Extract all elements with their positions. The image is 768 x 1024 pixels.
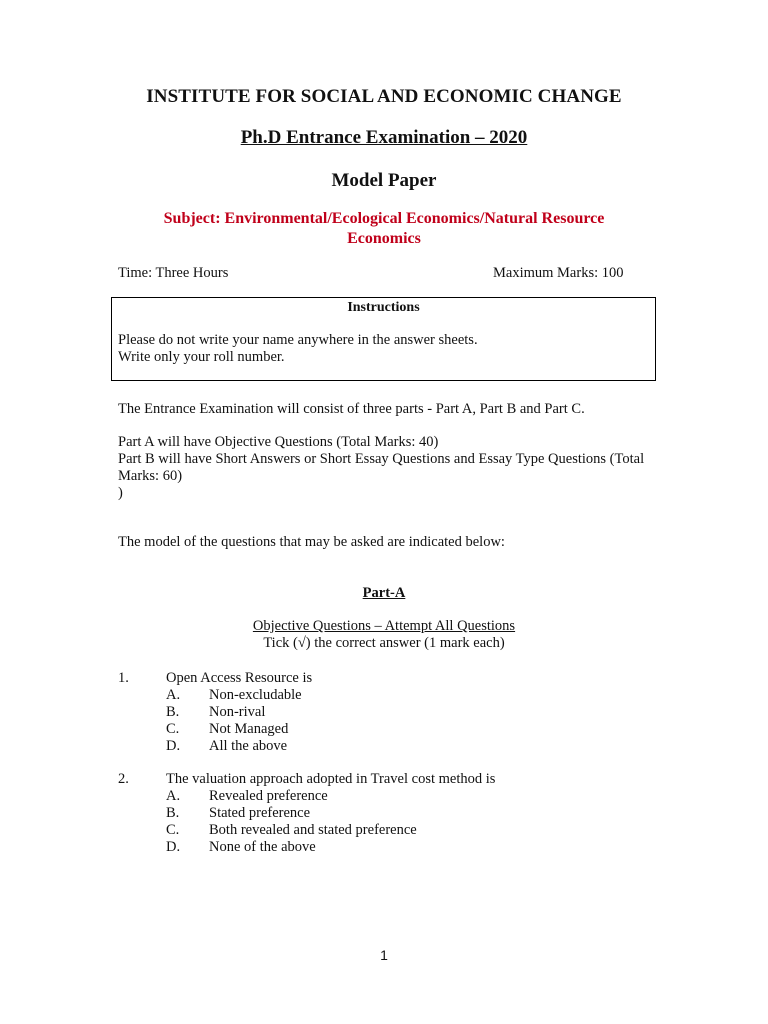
- option-text: Not Managed: [209, 721, 289, 737]
- subject-line-2: Economics: [347, 230, 421, 247]
- option-letter: A.: [166, 687, 181, 703]
- subject-heading: [0, 209, 768, 249]
- option-letter: B.: [166, 805, 180, 821]
- instructions-title: Instructions: [347, 300, 420, 315]
- option-text: Non-rival: [209, 704, 266, 720]
- question-number: 2.: [118, 771, 129, 787]
- question-text: The valuation approach adopted in Travel cost method is: [166, 771, 496, 787]
- part-a-description: Part A will have Objective Questions (Total Marks: 40): [118, 434, 439, 450]
- instruction-line-2: Write only your roll number.: [118, 349, 285, 365]
- option-letter: B.: [166, 704, 180, 720]
- max-marks-label: Maximum Marks: 100: [493, 265, 624, 281]
- part-a-heading: Part-A: [362, 585, 406, 601]
- instruction-line-1: Please do not write your name anywhere in the answer sheets.: [118, 332, 478, 348]
- part-b-description-line-1: Part B will have Short Answers or Short Essay Questions and Essay Type Questions (Total: [118, 451, 645, 467]
- subject-line-1: Subject: Environmental/Ecological Economics/Natural Resource: [163, 210, 605, 227]
- objective-questions-subtitle: Tick (√) the correct answer (1 mark each): [263, 635, 505, 651]
- option-text: Stated preference: [209, 805, 311, 821]
- exam-title: Ph.D Entrance Examination – 2020: [240, 127, 528, 148]
- instructions-box: [111, 297, 656, 381]
- model-paper-title: Model Paper: [331, 170, 437, 191]
- option-letter: C.: [166, 721, 180, 737]
- part-b-description-line-2: Marks: 60): [118, 468, 183, 484]
- option-text: Revealed preference: [209, 788, 328, 804]
- question-number: 1.: [118, 670, 129, 686]
- institute-title: INSTITUTE FOR SOCIAL AND ECONOMIC CHANGE: [146, 86, 622, 107]
- option-text: All the above: [209, 738, 288, 754]
- option-text: None of the above: [209, 839, 316, 855]
- model-questions-text: The model of the questions that may be asked are indicated below:: [118, 534, 505, 550]
- exam-consist-text: The Entrance Examination will consist of three parts - Part A, Part B and Part C.: [118, 401, 585, 417]
- stray-parenthesis: ): [118, 485, 123, 501]
- option-letter: D.: [166, 839, 181, 855]
- objective-questions-title: Objective Questions – Attempt All Questions: [252, 618, 516, 634]
- question-text: Open Access Resource is: [166, 670, 313, 686]
- option-text: Non-excludable: [209, 687, 302, 703]
- page-number: 1: [380, 947, 388, 963]
- time-label: Time: Three Hours: [118, 265, 229, 281]
- option-letter: C.: [166, 822, 180, 838]
- option-text: Both revealed and stated preference: [209, 822, 417, 838]
- option-letter: D.: [166, 738, 181, 754]
- option-letter: A.: [166, 788, 181, 804]
